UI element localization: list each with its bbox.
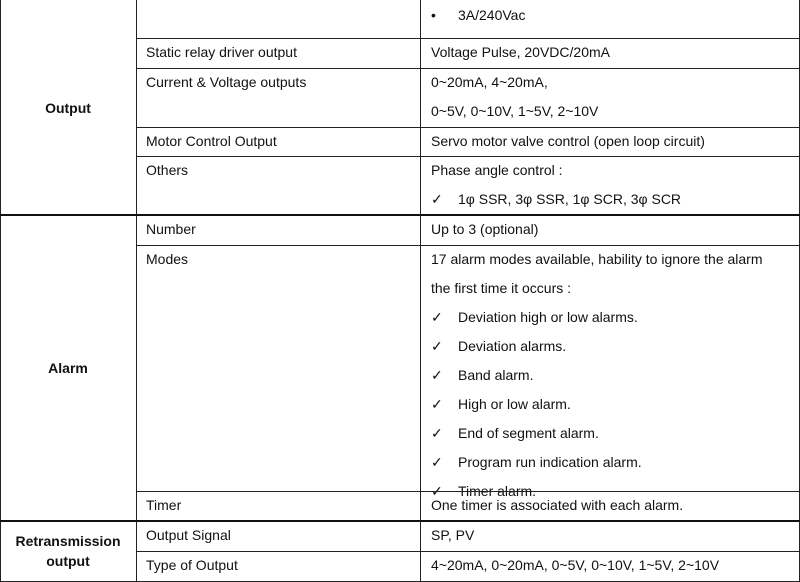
spec-value: One timer is associated with each alarm. xyxy=(431,497,684,513)
checkmark-icon: ✓ xyxy=(431,483,443,499)
parameter-label: Output Signal xyxy=(146,527,231,543)
spec-list-item: Timer alarm. xyxy=(458,483,537,499)
bullet-icon: • xyxy=(431,7,436,23)
spec-value: Up to 3 (optional) xyxy=(431,221,539,237)
parameter-label: Current & Voltage outputs xyxy=(146,74,307,90)
spec-list-item: End of segment alarm. xyxy=(458,425,599,441)
parameter-label: Static relay driver output xyxy=(146,44,297,60)
spec-value: SP, PV xyxy=(431,527,475,543)
parameter-label: Timer xyxy=(146,497,182,513)
spec-list-item: Deviation alarms. xyxy=(458,338,567,354)
group-label: output xyxy=(46,553,90,569)
spec-value: 17 alarm modes available, hability to ignore the alarm xyxy=(431,251,763,267)
spec-value: 0~5V, 0~10V, 1~5V, 2~10V xyxy=(431,103,599,119)
checkmark-icon: ✓ xyxy=(431,309,443,325)
spec-value: Phase angle control : xyxy=(431,162,563,178)
spec-value: 0~20mA, 4~20mA, xyxy=(431,74,548,90)
parameter-label: Modes xyxy=(146,251,189,267)
spec-list-item: Band alarm. xyxy=(458,367,534,383)
group-label: Retransmission xyxy=(15,533,121,549)
group-label: Output xyxy=(45,100,91,116)
checkmark-icon: ✓ xyxy=(431,454,443,470)
group-label: Alarm xyxy=(48,360,88,376)
checkmark-icon: ✓ xyxy=(431,425,443,441)
parameter-label: Type of Output xyxy=(146,557,238,573)
spec-list-item: Program run indication alarm. xyxy=(458,454,642,470)
checkmark-icon: ✓ xyxy=(431,338,443,354)
checkmark-icon: ✓ xyxy=(431,191,443,207)
parameter-label: Number xyxy=(146,221,196,237)
spec-list-item: High or low alarm. xyxy=(458,396,571,412)
spec-value: the first time it occurs : xyxy=(431,280,572,296)
spec-value: Voltage Pulse, 20VDC/20mA xyxy=(431,44,610,60)
spec-list-item: 1φ SSR, 3φ SSR, 1φ SCR, 3φ SCR xyxy=(458,191,682,207)
parameter-label: Motor Control Output xyxy=(146,133,277,149)
spec-value: Servo motor valve control (open loop circuit) xyxy=(431,133,705,149)
checkmark-icon: ✓ xyxy=(431,396,443,412)
spec-value: 4~20mA, 0~20mA, 0~5V, 0~10V, 1~5V, 2~10V xyxy=(431,557,720,573)
checkmark-icon: ✓ xyxy=(431,367,443,383)
parameter-label: Others xyxy=(146,162,189,178)
spec-list-item: 3A/240Vac xyxy=(458,7,526,23)
spec-list-item: Deviation high or low alarms. xyxy=(458,309,638,325)
